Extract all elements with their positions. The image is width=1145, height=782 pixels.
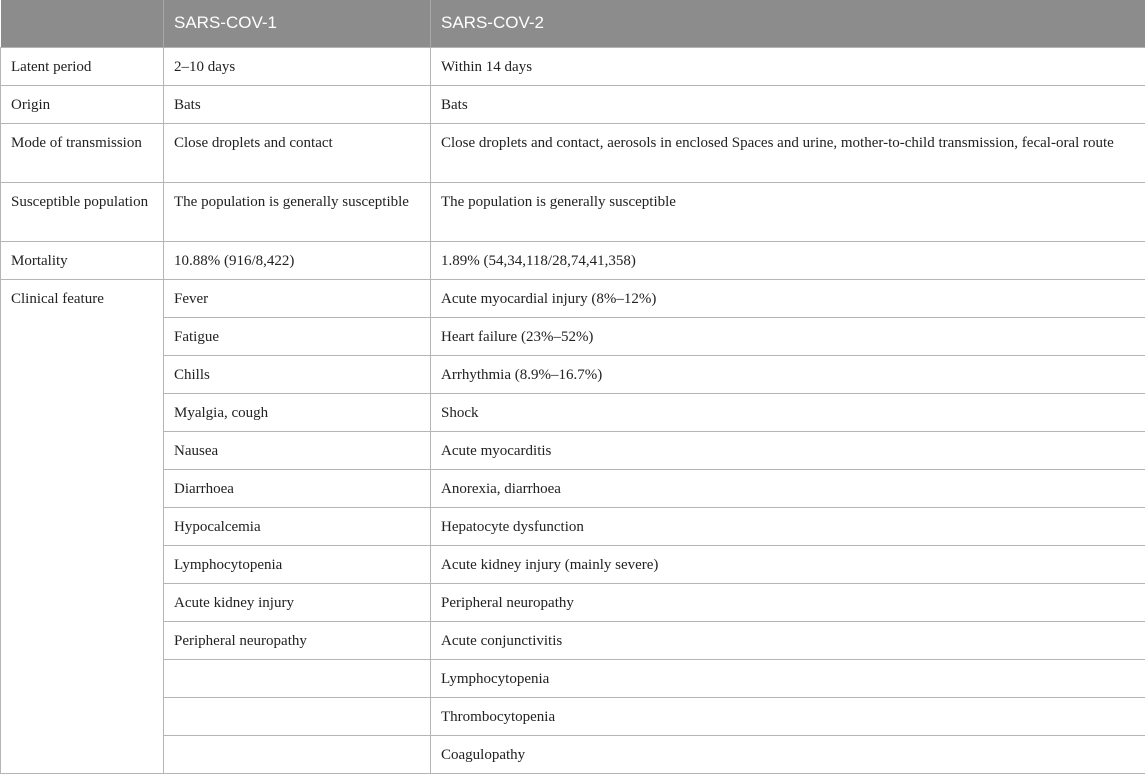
cov2-cell: Arrhythmia (8.9%–16.7%) <box>431 355 1145 393</box>
clinical-label-spacer <box>1 659 164 697</box>
cov1-cell: Peripheral neuropathy <box>164 621 431 659</box>
cov2-cell: Peripheral neuropathy <box>431 583 1145 621</box>
cov1-cell: Lymphocytopenia <box>164 545 431 583</box>
cov2-cell: Coagulopathy <box>431 735 1145 773</box>
clinical-label-spacer <box>1 583 164 621</box>
clinical-row <box>1 545 1145 583</box>
clinical-row <box>1 735 1145 773</box>
cov2-cell: Bats <box>431 85 1145 123</box>
row-mode-of-transmission <box>1 123 1145 182</box>
cov2-cell: Acute myocarditis <box>431 431 1145 469</box>
clinical-label-spacer <box>1 697 164 735</box>
cov2-cell: Hepatocyte dysfunction <box>431 507 1145 545</box>
header-sars-cov-1: SARS-COV-1 <box>164 0 431 47</box>
cov2-cell: Heart failure (23%–52%) <box>431 317 1145 355</box>
row-label: Susceptible population <box>1 182 164 241</box>
cov1-cell: Hypocalcemia <box>164 507 431 545</box>
cov2-cell: Within 14 days <box>431 47 1145 85</box>
cov1-cell: Myalgia, cough <box>164 393 431 431</box>
cov1-cell: 10.88% (916/8,422) <box>164 241 431 279</box>
row-latent-period <box>1 47 1145 85</box>
clinical-row <box>1 355 1145 393</box>
row-mortality <box>1 241 1145 279</box>
cov1-cell: Fever <box>164 279 431 317</box>
clinical-label-spacer <box>1 621 164 659</box>
clinical-row <box>1 697 1145 735</box>
cov2-cell: Close droplets and contact, aerosols in enclosed Spaces and urine, mother-to-child transmission, fecal-oral route <box>431 123 1145 182</box>
cov1-cell: Diarrhoea <box>164 469 431 507</box>
row-label: Origin <box>1 85 164 123</box>
clinical-label-spacer <box>1 469 164 507</box>
cov2-cell: Acute myocardial injury (8%–12%) <box>431 279 1145 317</box>
cov2-cell: 1.89% (54,34,118/28,74,41,358) <box>431 241 1145 279</box>
clinical-label-spacer <box>1 355 164 393</box>
clinical-row <box>1 279 1145 317</box>
clinical-label-spacer <box>1 393 164 431</box>
clinical-row <box>1 393 1145 431</box>
row-label: Latent period <box>1 47 164 85</box>
row-label: Mode of transmission <box>1 123 164 182</box>
cov1-cell: Chills <box>164 355 431 393</box>
cov2-cell: Acute conjunctivitis <box>431 621 1145 659</box>
cov2-cell: Thrombocytopenia <box>431 697 1145 735</box>
clinical-row <box>1 507 1145 545</box>
clinical-row <box>1 583 1145 621</box>
clinical-row <box>1 317 1145 355</box>
cov1-cell: Nausea <box>164 431 431 469</box>
clinical-row <box>1 431 1145 469</box>
clinical-label-spacer <box>1 507 164 545</box>
cov1-cell: The population is generally susceptible <box>164 182 431 241</box>
cov1-cell <box>164 659 431 697</box>
cov1-cell: Acute kidney injury <box>164 583 431 621</box>
clinical-row <box>1 469 1145 507</box>
clinical-label-spacer <box>1 431 164 469</box>
cov2-cell: Acute kidney injury (mainly severe) <box>431 545 1145 583</box>
clinical-label-spacer <box>1 317 164 355</box>
cov2-cell: The population is generally susceptible <box>431 182 1145 241</box>
cov2-cell: Shock <box>431 393 1145 431</box>
cov2-cell: Anorexia, diarrhoea <box>431 469 1145 507</box>
clinical-row <box>1 659 1145 697</box>
clinical-label-spacer <box>1 545 164 583</box>
cov1-cell: Close droplets and contact <box>164 123 431 182</box>
cov1-cell: Bats <box>164 85 431 123</box>
clinical-feature-label: Clinical feature <box>1 279 164 317</box>
cov2-cell: Lymphocytopenia <box>431 659 1145 697</box>
row-label: Mortality <box>1 241 164 279</box>
row-susceptible-population <box>1 182 1145 241</box>
cov1-cell <box>164 735 431 773</box>
clinical-row <box>1 621 1145 659</box>
cov1-cell: 2–10 days <box>164 47 431 85</box>
clinical-label-spacer <box>1 735 164 773</box>
cov1-cell: Fatigue <box>164 317 431 355</box>
cov1-cell <box>164 697 431 735</box>
header-sars-cov-2: SARS-COV-2 <box>431 0 1145 47</box>
header-blank <box>1 0 164 47</box>
header-row <box>1 0 1145 47</box>
row-origin <box>1 85 1145 123</box>
